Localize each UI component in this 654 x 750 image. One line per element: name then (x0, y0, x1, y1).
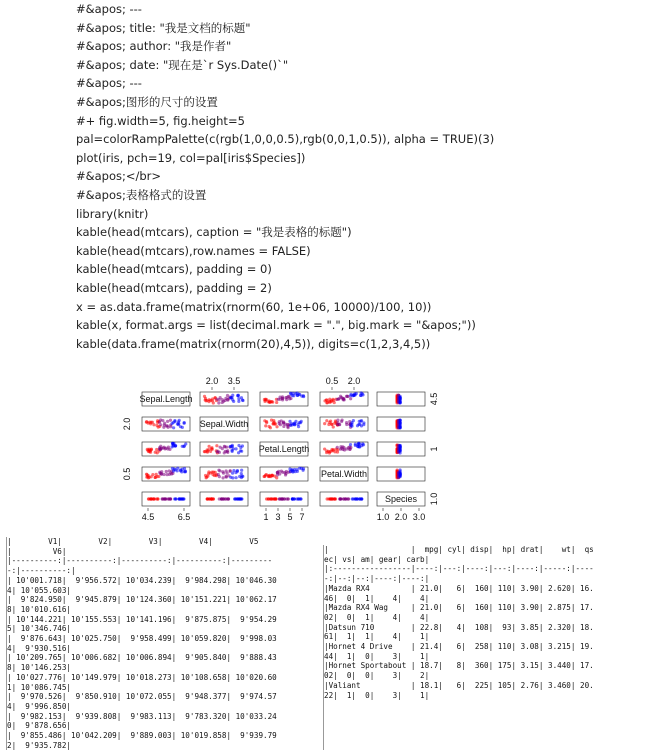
data-point (222, 497, 225, 500)
data-point (184, 470, 187, 473)
code-line: #&apos;表格格式的设置 (76, 187, 207, 202)
data-point (237, 444, 240, 447)
data-point (172, 444, 175, 447)
data-point (342, 398, 345, 401)
tick-label: 4.5 (141, 512, 155, 522)
code-line: kable(head(mtcars),row.names = FALSE) (76, 243, 311, 258)
data-point (289, 392, 292, 395)
tick-label: 1 (263, 512, 269, 522)
data-point (268, 425, 271, 428)
code-line: #&apos; title: "我是文档的标题" (76, 20, 251, 35)
data-point (229, 445, 232, 448)
data-point (351, 394, 354, 397)
data-point (177, 420, 180, 423)
code-line: #&apos;图形的尺寸的设置 (76, 94, 218, 109)
code-line: kable(head(mtcars), caption = "我是表格的标题") (76, 225, 352, 240)
data-point (325, 419, 328, 422)
tick-label: 3.5 (227, 376, 241, 386)
data-point (345, 447, 348, 450)
data-point (300, 420, 303, 423)
data-point (180, 497, 183, 500)
data-point (286, 426, 289, 429)
right-table-output (323, 545, 647, 750)
data-point (165, 473, 168, 476)
data-point (332, 425, 335, 428)
code-line: kable(head(mtcars), padding = 2) (76, 280, 272, 295)
data-point (328, 401, 331, 404)
data-point (345, 421, 348, 424)
data-point (285, 497, 288, 500)
data-point (219, 396, 222, 399)
data-point (325, 451, 328, 454)
data-point (332, 399, 335, 402)
code-line: #&apos; --- (76, 76, 142, 91)
data-point (279, 423, 282, 426)
data-point (297, 425, 300, 428)
data-point (173, 467, 176, 470)
data-point (145, 421, 148, 424)
data-point (166, 447, 169, 450)
data-point (207, 448, 210, 451)
data-point (233, 497, 236, 500)
data-point (149, 422, 152, 425)
data-point (237, 400, 240, 403)
code-line: #&apos;</br> (76, 169, 162, 184)
data-point (288, 395, 291, 398)
data-point (339, 395, 342, 398)
code-line: #+ fig.width=5, fig.height=5 (76, 113, 245, 128)
data-point (281, 471, 284, 474)
data-point (207, 470, 210, 473)
diagonal-label: Species (384, 494, 418, 504)
data-point (349, 397, 352, 400)
data-point (291, 497, 294, 500)
data-point (347, 497, 350, 500)
data-point (217, 469, 220, 472)
data-point (169, 419, 172, 422)
data-point (226, 394, 229, 397)
data-point (158, 421, 161, 424)
data-point (207, 445, 210, 448)
data-point (296, 470, 299, 473)
data-point (270, 400, 273, 403)
data-point (217, 401, 220, 404)
code-line: library(knitr) (76, 206, 149, 221)
data-point (241, 475, 244, 478)
code-line: #&apos; date: "现在是`r Sys.Date()`" (76, 57, 289, 72)
data-point (211, 473, 214, 476)
data-point (289, 424, 292, 427)
right-table-text: | | mpg| cyl| disp| hp| drat| wt| qs ec| vs| am| gear| carb| |:-----------------|----:|---:|----:|---:|----:|-----:|---- -:|--:|--:|----:|----:| |Mazda RX4 | 21.0| 6| 160| 110| 3.90| 2.620| 16. 46| 0| 1| 4| 4| |Mazda RX4 Wag | 21.0| 6| 160| 110| 3.90| 2.875| 17. 02| 0| 1| 4| 4| |Datsun 710 | 22.8| 4| 108| 93| 3.85| 2.320| 18. 61| 1| 1| 4| 1| |Hornet 4 Drive | 21.4| 6| 258| 110| 3.08| 3.215| 19. 44| 1| 0| 3| 1| |Hornet Sportabout | 18.7| 8| 360| 175| 3.15| 3.440| 17. 02| 0| 0| 3| 2| |Valiant | 18.1| 6| 225| 105| 2.76| 3.460| 20. 22| 1| 0| 3| 1| (324, 545, 594, 700)
data-point (234, 447, 237, 450)
data-point (282, 425, 285, 428)
code-line: kable(x, format.args = list(decimal.mark = ".", big.mark = "&apos;")) (76, 318, 476, 333)
data-point (280, 419, 283, 422)
data-point (165, 424, 168, 427)
tick-label: 2.0 (122, 417, 132, 431)
code-block (76, 0, 494, 353)
tick-label: 3.0 (412, 512, 426, 522)
tick-label: 4.5 (429, 392, 439, 406)
data-point (240, 396, 243, 399)
data-point (323, 447, 326, 450)
data-point (169, 425, 172, 428)
data-point (203, 450, 206, 453)
data-point (209, 399, 212, 402)
data-point (174, 497, 177, 500)
data-point (182, 445, 185, 448)
data-point (264, 474, 267, 477)
diagonal-label: Petal.Width (320, 469, 368, 479)
code-line: #&apos; author: "我是作者" (76, 39, 232, 54)
data-point (147, 448, 150, 451)
data-point (240, 472, 243, 475)
data-point (206, 497, 209, 500)
data-point (231, 398, 234, 401)
data-point (229, 469, 232, 472)
data-point (210, 497, 213, 500)
data-point (278, 396, 281, 399)
data-point (203, 395, 206, 398)
data-point (291, 468, 294, 471)
data-point (359, 419, 362, 422)
data-point (399, 446, 402, 449)
data-point (231, 450, 234, 453)
tick-label: 2.0 (347, 376, 361, 386)
data-point (234, 471, 237, 474)
data-point (206, 399, 209, 402)
data-point (399, 401, 402, 404)
data-point (210, 447, 213, 450)
data-point (325, 399, 328, 402)
data-point (166, 420, 169, 423)
data-point (215, 398, 218, 401)
data-point (281, 497, 284, 500)
data-point (154, 451, 157, 454)
data-point (296, 394, 299, 397)
data-point (275, 401, 278, 404)
tick-label: 2.0 (394, 512, 408, 522)
data-point (151, 473, 154, 476)
data-point (336, 446, 339, 449)
data-point (354, 497, 357, 500)
iris-pairs-plot (115, 366, 455, 534)
data-point (157, 425, 160, 428)
diagonal-label: Sepal.Width (199, 419, 249, 429)
diagonal-label: Petal.Length (258, 444, 310, 454)
data-point (350, 424, 353, 427)
data-point (167, 497, 170, 500)
data-point (225, 469, 228, 472)
data-point (264, 424, 267, 427)
data-point (399, 421, 402, 424)
tick-label: 1.0 (376, 512, 390, 522)
data-point (274, 422, 277, 425)
data-point (226, 449, 229, 452)
data-point (330, 423, 333, 426)
tick-label: 3 (275, 512, 281, 522)
data-point (161, 497, 164, 500)
data-point (205, 475, 208, 478)
data-point (177, 497, 180, 500)
code-line: #&apos; --- (76, 2, 142, 16)
tick-label: 1.0 (429, 492, 439, 506)
data-point (345, 395, 348, 398)
data-point (323, 422, 326, 425)
data-point (331, 497, 334, 500)
data-point (355, 392, 358, 395)
data-point (285, 398, 288, 401)
data-point (224, 399, 227, 402)
data-point (241, 444, 244, 447)
data-point (240, 469, 243, 472)
data-point (270, 419, 273, 422)
data-point (160, 472, 163, 475)
data-point (349, 443, 352, 446)
data-point (221, 447, 224, 450)
data-point (399, 396, 402, 399)
data-point (161, 419, 164, 422)
data-point (299, 497, 302, 500)
data-point (328, 450, 331, 453)
data-point (268, 474, 271, 477)
tick-label: 0.5 (325, 376, 339, 386)
code-line: pal=colorRampPalette(c(rgb(1,0,0,0.5),rgb(0,0,1,0.5)), alpha = TRUE)(3) (76, 132, 495, 147)
data-point (329, 420, 332, 423)
data-point (237, 451, 240, 454)
data-point (288, 420, 291, 423)
data-point (330, 448, 333, 451)
data-point (361, 393, 364, 396)
tick-label: 7 (299, 512, 305, 522)
data-point (231, 471, 234, 474)
data-point (302, 395, 305, 398)
data-point (165, 470, 168, 473)
data-point (221, 476, 224, 479)
data-point (327, 423, 330, 426)
data-point (169, 471, 172, 474)
data-point (334, 497, 337, 500)
data-point (275, 425, 278, 428)
data-point (351, 497, 354, 500)
data-point (297, 497, 300, 500)
data-point (270, 497, 273, 500)
tick-label: 6.5 (177, 512, 191, 522)
data-point (399, 425, 402, 428)
data-point (217, 473, 220, 476)
data-point (358, 497, 361, 500)
data-point (239, 497, 242, 500)
data-point (265, 398, 268, 401)
data-point (358, 445, 361, 448)
data-point (284, 473, 287, 476)
data-point (338, 497, 341, 500)
left-table-output (6, 537, 313, 750)
data-point (221, 470, 224, 473)
diagonal-label: Sepal.Length (139, 394, 193, 404)
data-point (362, 421, 365, 424)
data-point (221, 401, 224, 404)
data-point (340, 420, 343, 423)
data-point (336, 421, 339, 424)
data-point (179, 469, 182, 472)
tick-label: 2.0 (205, 376, 219, 386)
data-point (159, 447, 162, 450)
code-line: kable(head(mtcars), padding = 0) (76, 262, 272, 277)
tick-label: 1 (429, 446, 439, 452)
data-point (172, 421, 175, 424)
data-point (215, 444, 218, 447)
left-table-text: | V1| V2| V3| V4| V5 | V6| |----------:|----------:|----------:|----------:|--------- -:|----------:| | 10'001.718| 9'956.572| 10'034.239| 9'984.298| 10'046.30 4| 10'055.603| | 9'824.950| 9'945.879| 10'124.360| 10'151.221| 10'062.17 8| 10'010.616| | 10'144.221| 10'155.553| 10'141.196| 9'875.875| 9'954.29 5| 10'346.746| | 9'876.643| 10'025.750| 9'958.499| 10'059.820| 9'998.03 4| 9'930.516| | 10'209.765| 10'006.682| 10'006.894| 9'905.840| 9'888.43 8| 10'146.253| | 10'027.776| 10'149.979| 10'018.273| 10'108.658| 10'020.60 1| 10'086.745| | 9'970.526| 9'850.910| 10'072.055| 9'948.377| 9'974.57 4| 9'996.850| | 9'982.153| 9'939.808| 9'983.113| 9'783.320| 10'033.24 0| 9'878.656| | 9'855.486| 10'042.209| 9'889.003| 10'019.858| 9'939.79 2| 9'935.782| (7, 537, 277, 750)
data-point (293, 423, 296, 426)
data-point (229, 476, 232, 479)
data-point (183, 422, 186, 425)
data-point (265, 421, 268, 424)
data-point (215, 450, 218, 453)
data-point (357, 442, 360, 445)
data-point (154, 476, 157, 479)
data-point (399, 450, 402, 453)
data-point (156, 497, 159, 500)
data-point (240, 450, 243, 453)
data-point (276, 471, 279, 474)
data-point (341, 445, 344, 448)
data-point (237, 394, 240, 397)
tick-label: 0.5 (122, 467, 132, 481)
data-point (285, 470, 288, 473)
data-point (336, 398, 339, 401)
code-line: plot(iris, pch=19, col=pal[iris$Species]) (76, 150, 306, 165)
code-line: kable(data.frame(matrix(rnorm(20),4,5)), digits=c(1,2,3,4,5)) (76, 336, 431, 351)
tick-label: 5 (287, 512, 293, 522)
data-point (333, 422, 336, 425)
data-point (358, 423, 361, 426)
data-point (362, 443, 365, 446)
data-point (181, 426, 184, 429)
data-point (352, 419, 355, 422)
data-point (150, 497, 153, 500)
data-point (342, 497, 345, 500)
data-point (399, 470, 402, 473)
data-point (339, 448, 342, 451)
data-point (235, 476, 238, 479)
data-point (172, 426, 175, 429)
data-point (147, 476, 150, 479)
data-point (223, 451, 226, 454)
data-point (300, 467, 303, 470)
code-line: x = as.data.frame(matrix(rnorm(60, 1e+06, 10000)/100, 10)) (76, 299, 432, 314)
data-point (273, 497, 276, 500)
